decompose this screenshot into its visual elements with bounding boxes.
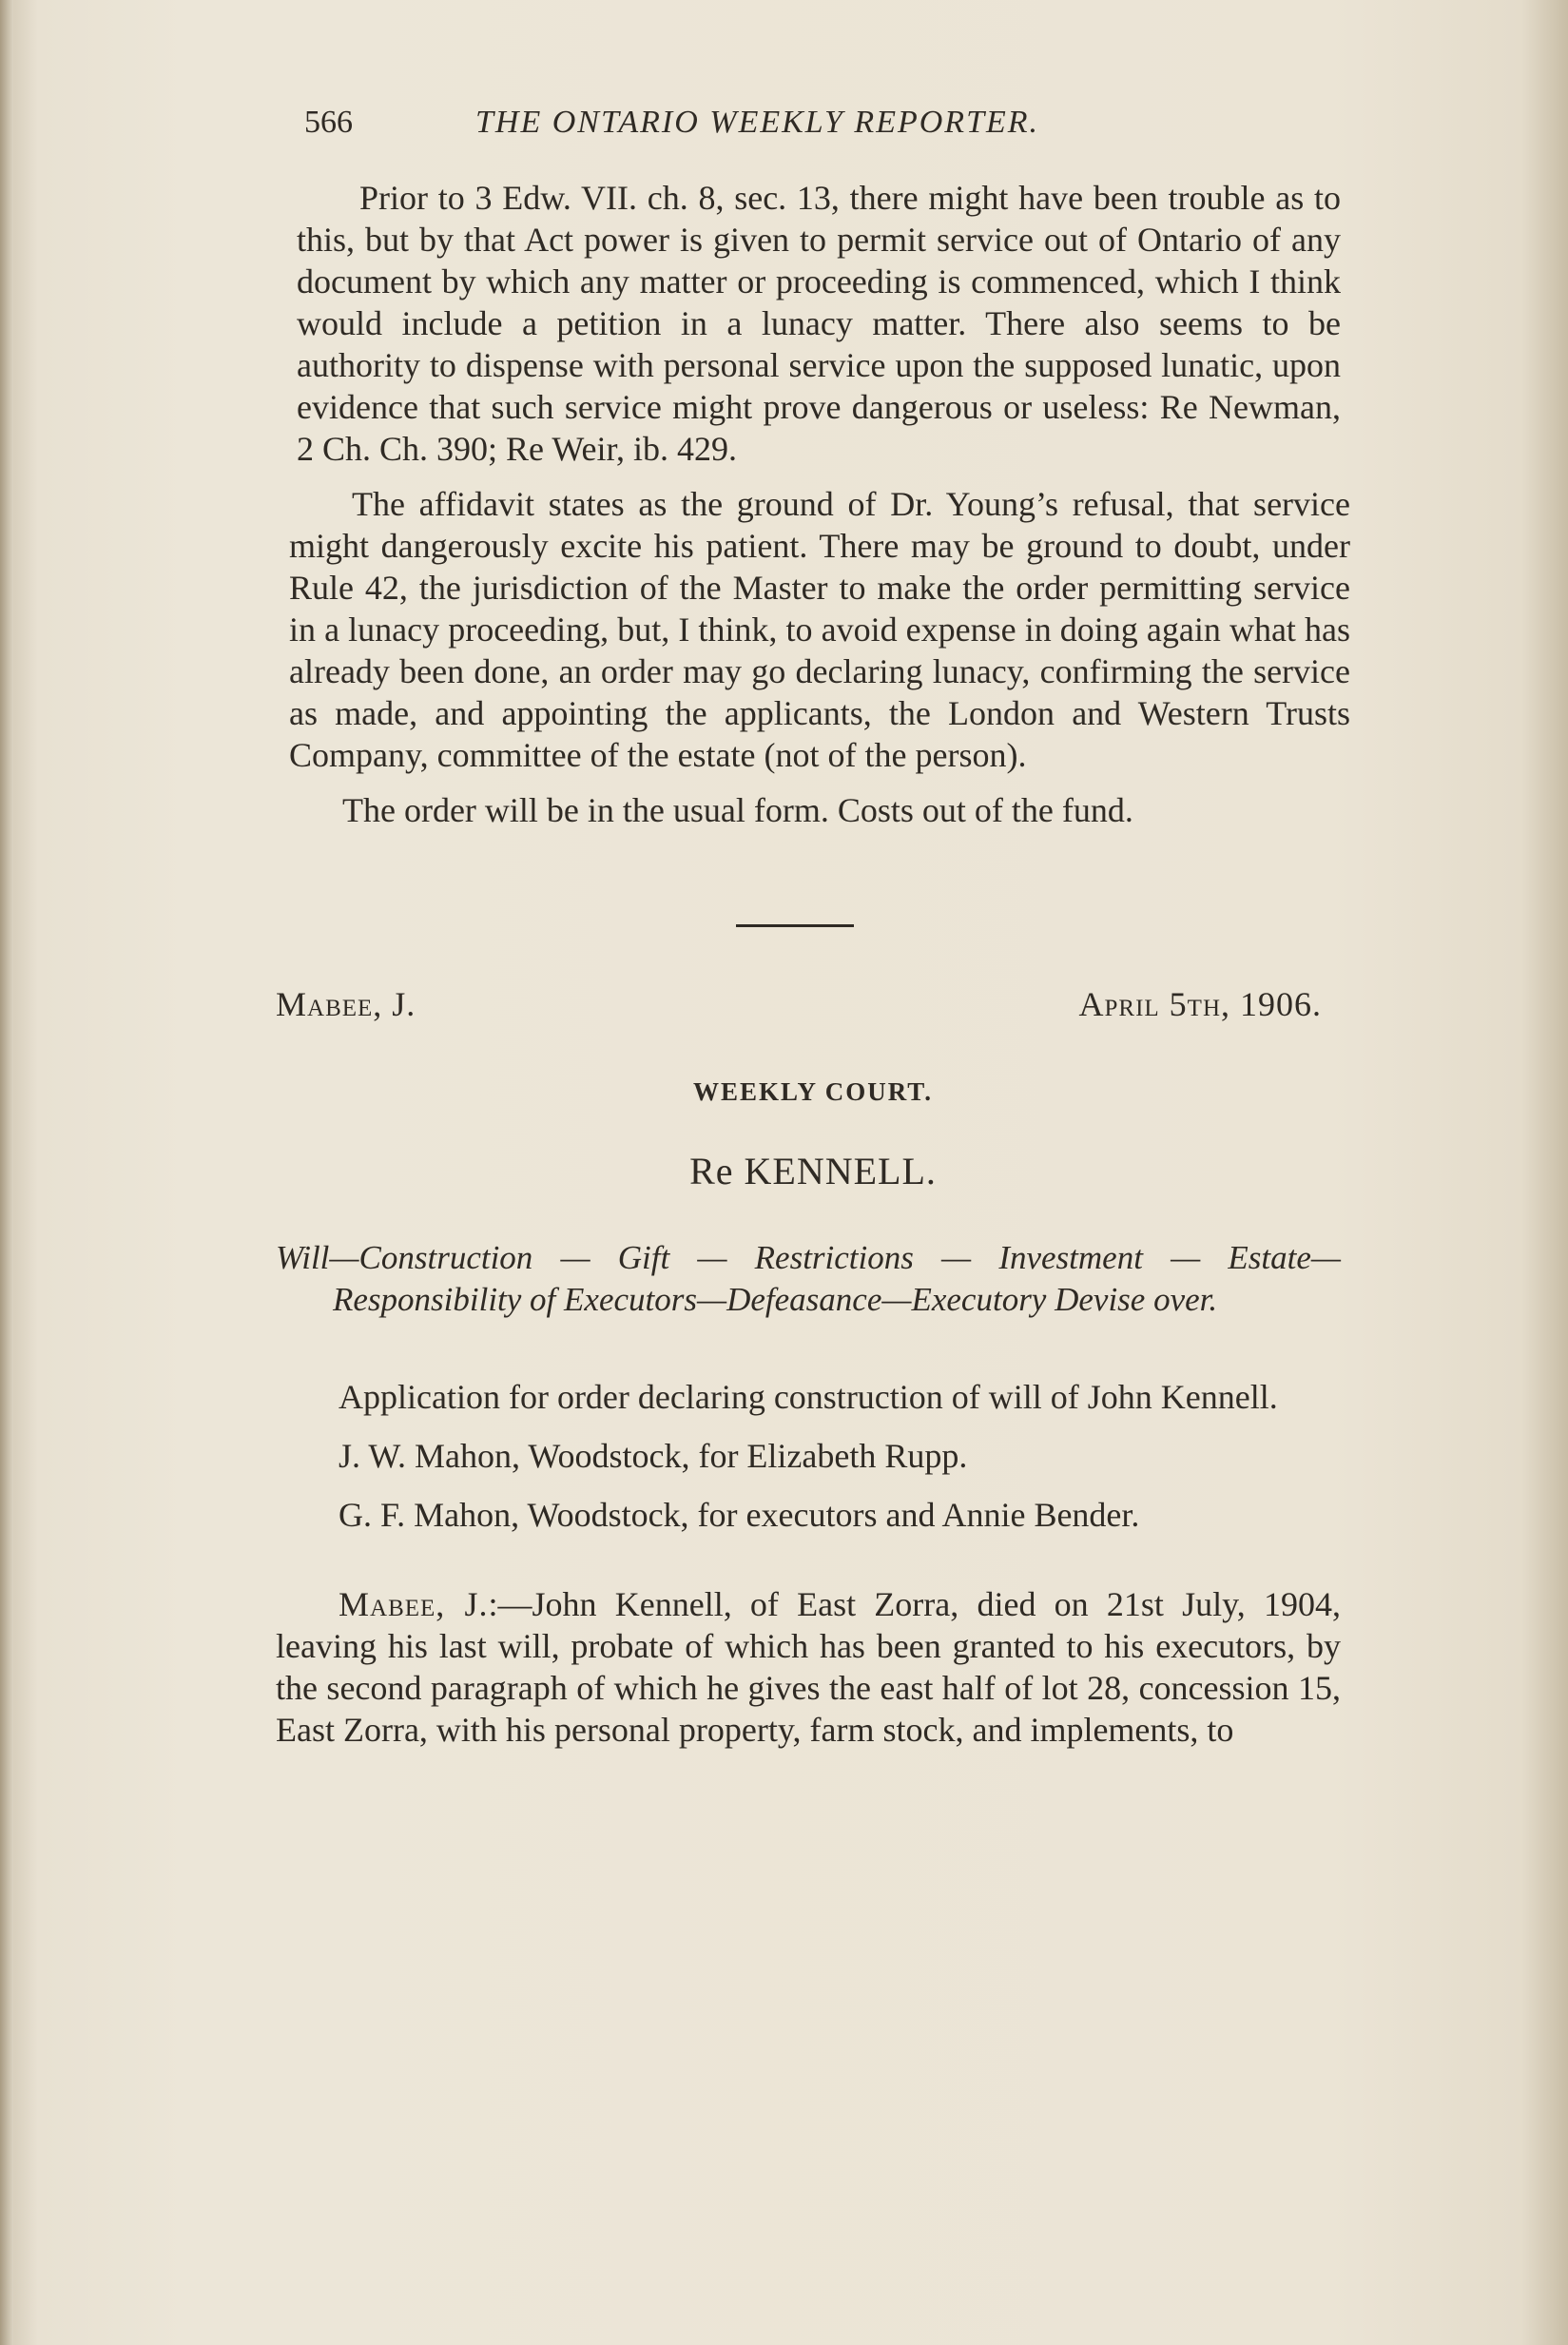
judgment-text: :—John Kennell, of East Zorra, died on 21st July, 1904, leaving his last will, probate of which has been granted to his executors, by the second paragraph of which he gives the east half of lot 28, concession 15, East Zorra, with his personal property, farm stock, and implements, to <box>276 1585 1341 1749</box>
paragraph-service-authority: Prior to 3 Edw. VII. ch. 8, sec. 13, there might have been trouble as to this, but by that Act power is given to permit service out of Ontario of any document by which any matter or proceeding is commenced, which I think would include a petition in a lunacy matter. There also seems to be authority to dispense with personal service upon the supposed lunatic, upon evidence that such service might prove dangerous or useless: Re Newman, 2 Ch. Ch. 390; Re Weir, ib. 429. <box>297 179 1341 468</box>
judgment-speaker: Mabee, J. <box>339 1585 489 1623</box>
decision-date: April 5th, 1906. <box>1078 985 1322 1023</box>
judgment-paragraph <box>276 1583 1350 1751</box>
case-title: Re KENNELL. <box>689 1150 937 1192</box>
page-spine-shadow <box>0 0 13 2345</box>
headnote: Will—Construction — Gift — Restrictions — Investment — Estate—Responsibility of Executors—Defeasance—Executory Devise over. <box>276 1239 1341 1318</box>
case-dateline <box>276 984 1350 1024</box>
running-head <box>304 105 1350 162</box>
text-column <box>276 105 1350 1751</box>
paragraph-affidavit: The affidavit states as the ground of Dr. Young’s refusal, that service might dangerously excite his patient. There may be ground to doubt, under Rule 42, the jurisdiction of the Master to make the order permitting service in a lunacy proceeding, but, I think, to avoid expense in doing again what has already been done, an order may go declaring lunacy, confirming the service as made, and appointing the applicants, the London and Western Trusts Company, committee of the estate (not of the person). <box>289 485 1350 774</box>
page-number: 566 <box>304 105 353 140</box>
judge-name: Mabee, J. <box>276 985 416 1023</box>
court-name: WEEKLY COURT. <box>692 1077 934 1106</box>
counsel-line: J. W. Mahon, Woodstock, for Elizabeth Rupp. <box>339 1437 968 1475</box>
journal-title: THE ONTARIO WEEKLY REPORTER. <box>475 105 1040 140</box>
paragraph-order-form: The order will be in the usual form. Costs out of the fund. <box>342 791 1133 829</box>
section-divider <box>736 924 854 927</box>
counsel-line: G. F. Mahon, Woodstock, for executors and Annie Bender. <box>339 1496 1140 1534</box>
application-paragraph: Application for order declaring construction of will of John Kennell. <box>339 1378 1278 1416</box>
